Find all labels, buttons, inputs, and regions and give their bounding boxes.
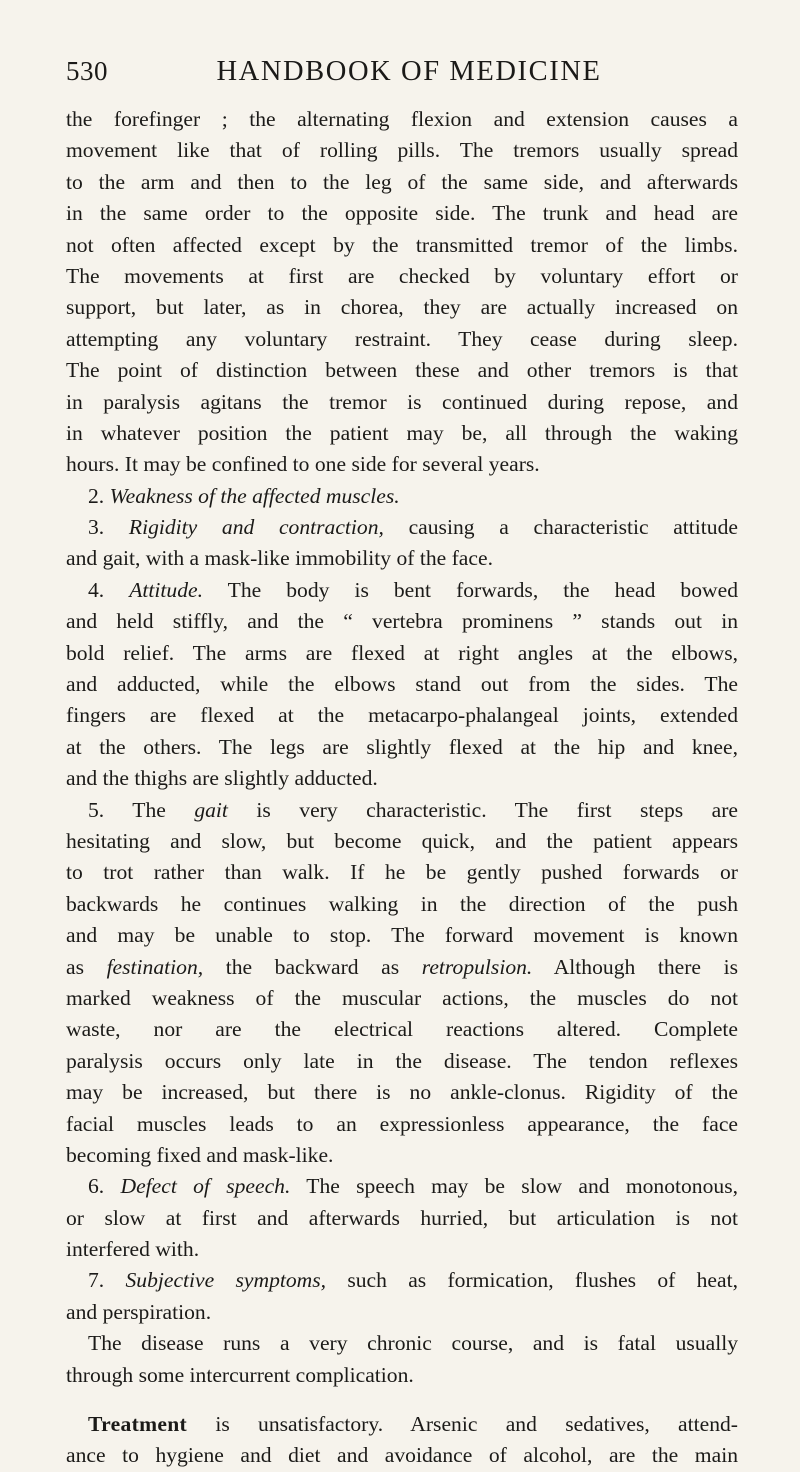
text-line: and the thighs are slightly adducted. bbox=[66, 766, 378, 791]
text-line: and gait, with a mask-like immobility of the face. bbox=[66, 546, 493, 571]
text-line: fingers are flexed at the metacarpo-phalangeal joints, extended bbox=[66, 703, 738, 728]
text-line: bold relief. The arms are flexed at right angles at the elbows, bbox=[66, 640, 738, 665]
page-header bbox=[66, 56, 738, 90]
text-line bbox=[66, 1409, 738, 1440]
item-number: 4. bbox=[88, 577, 105, 602]
text-line bbox=[66, 481, 738, 512]
text-line: hesitating and slow, but become quick, and the patient appears bbox=[66, 828, 738, 853]
text-line: and adducted, while the elbows stand out from the sides. The bbox=[66, 672, 738, 697]
running-head: HANDBOOK OF MEDICINE bbox=[216, 56, 602, 87]
paragraph-tremor bbox=[66, 104, 738, 481]
paragraph-course bbox=[66, 1328, 738, 1391]
section-gap bbox=[66, 1391, 738, 1409]
text-line: in whatever position the patient may be, all through the waking bbox=[66, 420, 738, 445]
treatment-heading: Treatment bbox=[88, 1412, 188, 1437]
paragraph-treatment bbox=[66, 1409, 738, 1472]
text-line: ance to hygiene and diet and avoidance of alcohol, are the main bbox=[66, 1443, 738, 1468]
item-title: Subjective symptoms, bbox=[125, 1268, 327, 1293]
text-line: the forefinger ; the alternating flexion and extension causes a bbox=[66, 107, 738, 131]
text-line bbox=[66, 795, 738, 826]
text-line: and perspiration. bbox=[66, 1299, 212, 1324]
text-line: interfered with. bbox=[66, 1237, 200, 1262]
text-line bbox=[66, 1171, 738, 1202]
item-number: 7. bbox=[88, 1268, 105, 1293]
text-line: The movements at first are checked by voluntary effort or bbox=[66, 263, 738, 288]
text-line: to trot rather than walk. If he be gently pushed forwards or bbox=[66, 860, 738, 885]
text-run: The speech may be slow and monotonous, bbox=[290, 1174, 739, 1199]
text-run: is unsatisfactory. Arsenic and sedatives, attend- bbox=[187, 1412, 738, 1437]
term-retropulsion: retropulsion. bbox=[421, 954, 533, 979]
item-gait bbox=[66, 795, 738, 1172]
text-line: backwards he continues walking in the direction of the push bbox=[66, 891, 738, 916]
item-number: 2. bbox=[88, 483, 105, 508]
text-line: paralysis occurs only late in the disease. The tendon reflexes bbox=[66, 1048, 738, 1073]
text-run: such as formication, flushes of heat, bbox=[326, 1268, 738, 1293]
body-text bbox=[66, 104, 738, 1472]
text-line: attempting any voluntary restraint. They cease during sleep. bbox=[66, 326, 738, 351]
text-line bbox=[66, 512, 738, 543]
text-line: The point of distinction between these and other tremors is that bbox=[66, 358, 738, 383]
item-number: 6. bbox=[88, 1174, 105, 1199]
text-line bbox=[66, 1265, 738, 1296]
text-run: is very characteristic. The first steps are bbox=[227, 797, 738, 822]
item-title: Weakness of the affected muscles. bbox=[109, 483, 400, 508]
text-line: and held stiffly, and the “ vertebra prominens ” stands out in bbox=[66, 609, 738, 634]
text-line: hours. It may be confined to one side for several years. bbox=[66, 452, 540, 477]
item-title: gait bbox=[194, 797, 228, 822]
text-line: The disease runs a very chronic course, and is fatal usually bbox=[88, 1331, 738, 1356]
text-line: in paralysis agitans the tremor is continued during repose, and bbox=[66, 389, 738, 414]
text-line: may be increased, but there is no ankle-clonus. Rigidity of the bbox=[66, 1080, 738, 1105]
text-line: facial muscles leads to an expressionless appearance, the face bbox=[66, 1111, 738, 1136]
text-line: and may be unable to stop. The forward movement is known bbox=[66, 923, 738, 948]
page-number: 530 bbox=[66, 56, 108, 86]
item-rigidity bbox=[66, 512, 738, 575]
text-line: at the others. The legs are slightly flexed at the hip and knee, bbox=[66, 734, 738, 759]
text-line: becoming fixed and mask-like. bbox=[66, 1142, 334, 1167]
text-line: in the same order to the opposite side. The trunk and head are bbox=[66, 201, 738, 226]
term-festination: festination, bbox=[106, 954, 204, 979]
text-line: through some intercurrent complication. bbox=[66, 1362, 414, 1387]
text-line: movement like that of rolling pills. The tremors usually spread bbox=[66, 138, 738, 163]
item-title: Attitude. bbox=[129, 577, 203, 602]
text-line: waste, nor are the electrical reactions altered. Complete bbox=[66, 1017, 738, 1042]
item-title: Rigidity and contraction, bbox=[128, 515, 384, 540]
text-line: support, but later, as in chorea, they are actually increased on bbox=[66, 295, 738, 320]
text-line: marked weakness of the muscular actions, the muscles do not bbox=[66, 985, 738, 1010]
item-subjective bbox=[66, 1265, 738, 1328]
item-number: 5. bbox=[88, 797, 105, 822]
text-run: The bbox=[104, 797, 195, 822]
text-run: the backward as bbox=[203, 954, 422, 979]
text-line: to the arm and then to the leg of the same side, and afterwards bbox=[66, 169, 738, 194]
item-speech bbox=[66, 1171, 738, 1265]
text-run: Although there is bbox=[532, 954, 738, 979]
text-run: as bbox=[66, 954, 107, 979]
text-run: causing a characteristic attitude bbox=[383, 515, 738, 540]
text-line bbox=[66, 575, 738, 606]
text-line: not often affected except by the transmitted tremor of the limbs. bbox=[66, 232, 738, 257]
text-run: The body is bent forwards, the head bowed bbox=[203, 577, 738, 602]
text-line bbox=[66, 952, 738, 983]
item-title: Defect of speech. bbox=[120, 1174, 291, 1199]
text-line: or slow at first and afterwards hurried, but articulation is not bbox=[66, 1205, 738, 1230]
item-attitude bbox=[66, 575, 738, 795]
item-weakness bbox=[66, 481, 738, 512]
item-number: 3. bbox=[88, 515, 105, 540]
